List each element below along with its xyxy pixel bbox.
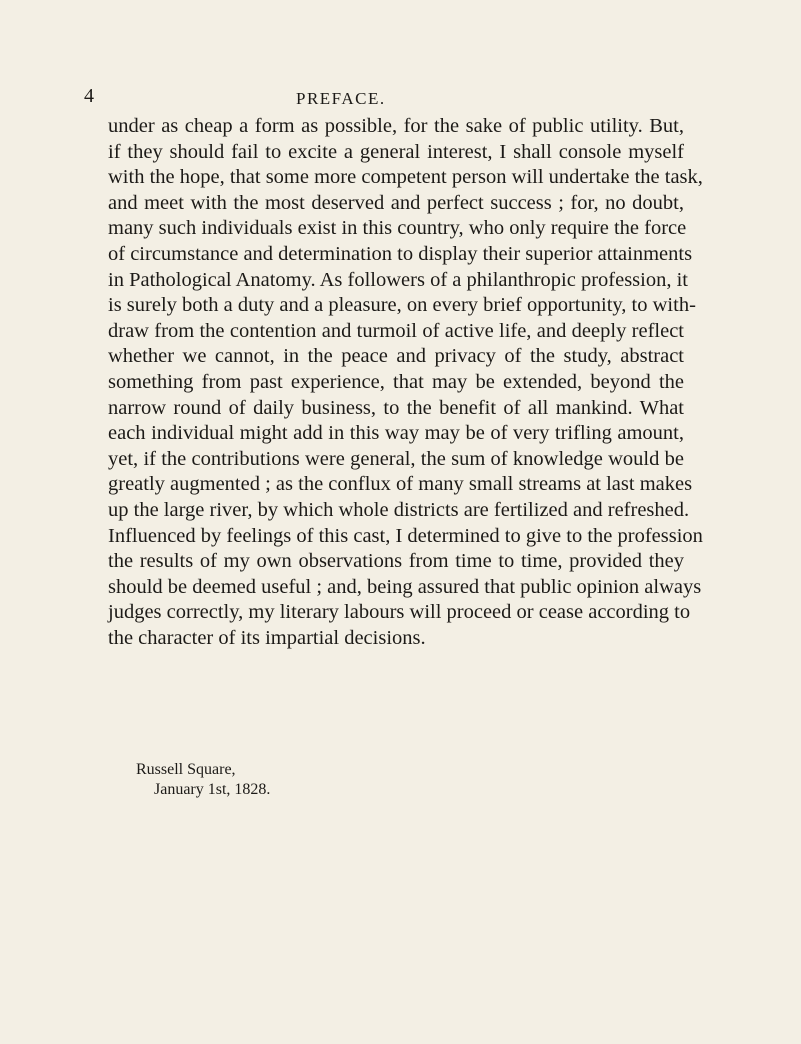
- text-line: under as cheap a form as possible, for the sake of public utility. But,: [108, 115, 684, 137]
- text-line: the character of its impartial decisions.: [108, 626, 426, 649]
- text-line: something from past experience, that may be extended, beyond the: [108, 370, 684, 393]
- text-line: and meet with the most deserved and perfect success ; for, no doubt,: [108, 191, 684, 214]
- text-line: narrow round of daily business, to the benefit of all mankind. What: [108, 396, 684, 419]
- text-line: up the large river, by which whole districts are fertilized and refreshed.: [108, 498, 690, 521]
- text-line: the results of my own observations from time to time, provided they: [108, 550, 684, 573]
- text-line: is surely both a duty and a pleasure, on every brief opportunity, to with-: [108, 294, 696, 317]
- text-line: draw from the contention and turmoil of active life, and deeply reflect: [108, 319, 684, 342]
- text-line: each individual might add in this way may be of very trifling amount,: [108, 422, 684, 445]
- text-line: in Pathological Anatomy. As followers of a philanthropic profession, it: [108, 268, 688, 291]
- text-line: greatly augmented ; as the conflux of many small streams at last makes: [108, 473, 693, 496]
- text-line: of circumstance and determination to display their superior attainments: [108, 242, 693, 265]
- text-line: whether we cannot, in the peace and privacy of the study, abstract: [108, 345, 684, 368]
- text-line: should be deemed useful ; and, being assured that public opinion always: [108, 575, 702, 598]
- signature-date: January 1st, 1828.: [154, 781, 271, 798]
- signature-block: [136, 760, 270, 800]
- running-head: PREFACE.: [296, 89, 386, 108]
- signature-place: Russell Square,: [136, 761, 236, 778]
- text-line: yet, if the contributions were general, the sum of knowledge would be: [108, 447, 684, 470]
- text-line: with the hope, that some more competent person will undertake the task,: [108, 166, 703, 189]
- text-line: if they should fail to excite a general interest, I shall console myself: [108, 140, 684, 163]
- page-number: 4: [84, 85, 94, 107]
- text-line: many such individuals exist in this country, who only require the force: [108, 217, 687, 240]
- preface-text: [108, 114, 703, 651]
- text-line: judges correctly, my literary labours will proceed or cease according to: [108, 601, 691, 624]
- text-line: Influenced by feelings of this cast, I determined to give to the profession: [108, 524, 703, 547]
